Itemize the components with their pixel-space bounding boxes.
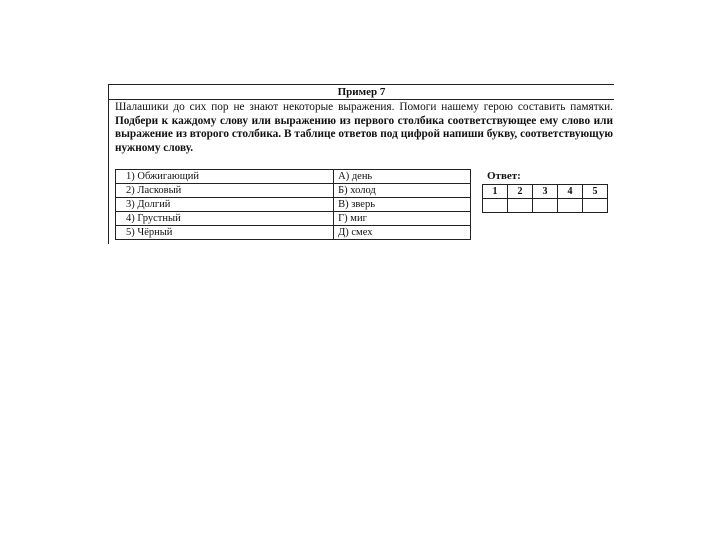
exercise-title: Пример 7 [109,85,614,100]
answer-cell-5[interactable] [583,199,608,213]
answer-number-3: 3 [533,185,558,199]
matching-table [115,169,471,240]
left-item-2: 2) Ласковый [116,184,334,198]
answer-cell-1[interactable] [483,199,508,213]
answer-cell-2[interactable] [508,199,533,213]
table-row [116,226,471,240]
right-item-e: Д) смех [334,226,471,240]
left-item-1: 1) Обжигающий [116,170,334,184]
answer-cell-4[interactable] [558,199,583,213]
answer-header-row [483,185,608,199]
answer-table [482,184,608,213]
task-intro: Шалашики до сих пор не знают некоторые выражения. Помоги нашему герою составить памятки. [115,101,613,113]
right-item-c: В) зверь [334,198,471,212]
answer-label: Ответ: [487,170,521,182]
answer-number-5: 5 [583,185,608,199]
table-row [116,198,471,212]
task-instruction: Подбери к каждому слову или выражению из первого столбика соответствующее ему слово или выражение из второго столбика. В таблице ответов под цифрой напиши букву, соответствующую нужному слову. [115,114,613,154]
exercise-frame [108,84,614,244]
left-item-3: 3) Долгий [116,198,334,212]
task-text [115,101,613,155]
right-item-a: А) день [334,170,471,184]
answer-cell-3[interactable] [533,199,558,213]
answer-input-row [483,199,608,213]
answer-number-1: 1 [483,185,508,199]
table-row [116,184,471,198]
table-row [116,212,471,226]
answer-number-4: 4 [558,185,583,199]
table-row [116,170,471,184]
right-item-b: Б) холод [334,184,471,198]
right-item-d: Г) миг [334,212,471,226]
left-item-4: 4) Грустный [116,212,334,226]
answer-number-2: 2 [508,185,533,199]
left-item-5: 5) Чёрный [116,226,334,240]
